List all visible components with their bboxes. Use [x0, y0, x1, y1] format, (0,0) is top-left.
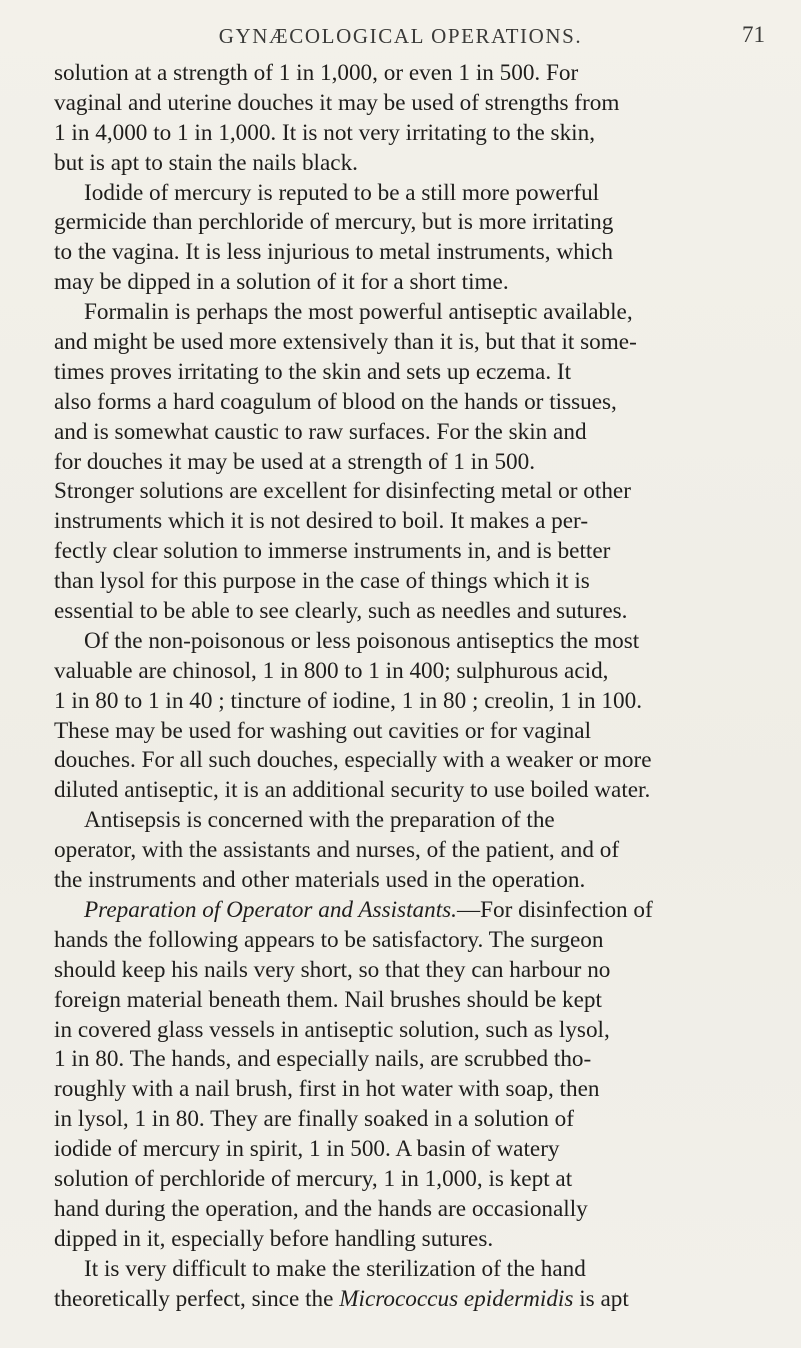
- text-segment: and might be used more extensively than it is, but that it some-: [54, 329, 637, 356]
- text-segment: 1 in 80 to 1 in 40 ; tincture of iodine, 1 in 80 ; creolin, 1 in 100.: [54, 687, 642, 714]
- text-segment: is apt: [573, 1285, 629, 1312]
- running-head: [0, 8, 801, 48]
- text-segment: should keep his nails very short, so that they can harbour no: [54, 956, 611, 983]
- text-segment: for douches it may be used at a strength of 1 in 500.: [54, 448, 536, 475]
- text-segment: and is somewhat caustic to raw surfaces. For the skin and: [54, 418, 587, 445]
- text-segment: These may be used for washing out cavities or for vaginal: [54, 717, 592, 744]
- text-segment: hand during the operation, and the hands are occasionally: [54, 1195, 588, 1222]
- text-line: [54, 238, 794, 268]
- text-line: [54, 1105, 794, 1135]
- text-line: [54, 1255, 794, 1285]
- text-line: [54, 986, 794, 1016]
- text-segment: times proves irritating to the skin and sets up eczema. It: [54, 358, 572, 385]
- text-line: [54, 149, 794, 179]
- text-line: [54, 776, 794, 806]
- text-line: [54, 358, 794, 388]
- text-segment: operator, with the assistants and nurses, of the patient, and of: [54, 837, 620, 864]
- text-segment: valuable are chinosol, 1 in 800 to 1 in 400; sulphurous acid,: [54, 657, 609, 684]
- text-segment: but is apt to stain the nails black.: [54, 149, 358, 176]
- text-line: [54, 956, 794, 986]
- text-line: [54, 89, 794, 119]
- text-segment: 1 in 80. The hands, and especially nails, are scrubbed tho-: [54, 1046, 592, 1073]
- text-segment: vaginal and uterine douches it may be used of strengths from: [54, 89, 620, 116]
- text-line: [54, 328, 794, 358]
- text-line: [54, 597, 794, 627]
- text-segment: iodide of mercury in spirit, 1 in 500. A basin of watery: [54, 1136, 560, 1163]
- text-line: [54, 1135, 794, 1165]
- text-line: [54, 208, 794, 238]
- text-line: [54, 448, 794, 478]
- text-segment: —For disinfection of: [456, 896, 653, 923]
- text-segment: theoretically perfect, since the: [54, 1285, 340, 1312]
- text-segment: instruments which it is not desired to boil. It makes a per-: [54, 508, 589, 535]
- text-line: [54, 1225, 794, 1255]
- text-segment: also forms a hard coagulum of blood on the hands or tissues,: [54, 388, 617, 415]
- italic-text: Preparation of Operator and Assistants.: [84, 896, 457, 923]
- text-line: [54, 1016, 794, 1046]
- text-segment: douches. For all such douches, especially with a weaker or more: [54, 747, 652, 774]
- text-line: [54, 298, 794, 328]
- text-segment: fectly clear solution to immerse instruments in, and is better: [54, 538, 611, 565]
- text-line: [54, 418, 794, 448]
- text-segment: Iodide of mercury is reputed to be a still more powerful: [84, 179, 600, 206]
- text-line: [54, 1045, 794, 1075]
- text-line: [54, 477, 794, 507]
- text-segment: solution at a strength of 1 in 1,000, or even 1 in 500. For: [54, 60, 579, 86]
- text-line: [54, 537, 794, 567]
- text-line: [54, 59, 794, 89]
- text-line: [54, 388, 794, 418]
- page-number: 71: [742, 22, 765, 47]
- running-title: GYNÆCOLOGICAL OPERATIONS.: [218, 24, 583, 48]
- text-line: [54, 746, 794, 776]
- text-line: [54, 627, 794, 657]
- text-segment: the instruments and other materials used in the operation.: [54, 867, 586, 894]
- text-line: [54, 896, 794, 926]
- text-line: [54, 657, 794, 687]
- text-segment: foreign material beneath them. Nail brushes should be kept: [54, 986, 602, 1013]
- text-line: [54, 268, 794, 298]
- text-segment: Of the non-poisonous or less poisonous antiseptics the most: [84, 627, 640, 654]
- text-line: [54, 567, 794, 597]
- body-text: [54, 59, 794, 1314]
- text-segment: It is very difficult to make the sterilization of the hand: [84, 1255, 586, 1282]
- text-line: [54, 179, 794, 209]
- text-segment: Formalin is perhaps the most powerful antiseptic available,: [84, 299, 633, 326]
- text-line: [54, 1075, 794, 1105]
- text-segment: essential to be able to see clearly, such as needles and sutures.: [54, 598, 628, 625]
- text-segment: in lysol, 1 in 80. They are finally soaked in a solution of: [54, 1106, 574, 1133]
- text-segment: hands the following appears to be satisfactory. The surgeon: [54, 926, 604, 953]
- text-segment: Antisepsis is concerned with the preparation of the: [84, 807, 555, 834]
- text-segment: Stronger solutions are excellent for disinfecting metal or other: [54, 478, 631, 505]
- text-line: [54, 1285, 794, 1315]
- text-segment: than lysol for this purpose in the case of things which it is: [54, 568, 590, 595]
- text-line: [54, 836, 794, 866]
- text-segment: diluted antiseptic, it is an additional security to use boiled water.: [54, 777, 651, 804]
- text-line: [54, 806, 794, 836]
- text-line: [54, 687, 794, 717]
- text-segment: may be dipped in a solution of it for a short time.: [54, 269, 509, 296]
- text-line: [54, 717, 794, 747]
- text-segment: roughly with a nail brush, first in hot water with soap, then: [54, 1076, 600, 1103]
- text-segment: 1 in 4,000 to 1 in 1,000. It is not very irritating to the skin,: [54, 119, 596, 146]
- text-line: [54, 1195, 794, 1225]
- text-segment: germicide than perchloride of mercury, but is more irritating: [54, 209, 614, 236]
- text-segment: in covered glass vessels in antiseptic solution, such as lysol,: [54, 1016, 610, 1043]
- text-segment: dipped in it, especially before handling sutures.: [54, 1225, 494, 1252]
- text-line: [54, 119, 794, 149]
- text-segment: solution of perchloride of mercury, 1 in 1,000, is kept at: [54, 1165, 573, 1192]
- italic-text: Micrococcus epidermidis: [339, 1285, 574, 1312]
- text-line: [54, 507, 794, 537]
- text-line: [54, 866, 794, 896]
- text-line: [54, 1165, 794, 1195]
- text-segment: to the vagina. It is less injurious to metal instruments, which: [54, 239, 614, 266]
- text-line: [54, 926, 794, 956]
